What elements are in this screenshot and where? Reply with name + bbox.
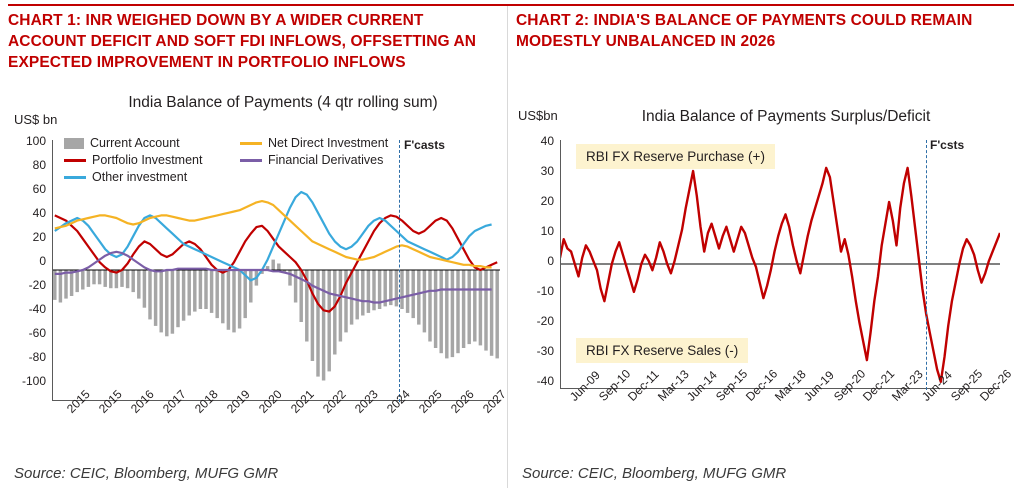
bar — [434, 270, 437, 348]
x-tick-label: 2016 — [128, 387, 157, 416]
bar — [339, 270, 342, 342]
y2-tick-neg30: -30 — [536, 344, 554, 358]
chart-1-source: Source: CEIC, Bloomberg, MUFG GMR — [14, 465, 279, 482]
y2-tick-neg10: -10 — [536, 284, 554, 298]
bar — [148, 270, 151, 319]
x-tick-label: 2017 — [160, 387, 189, 416]
chart-2-panel — [516, 10, 1016, 490]
legend-label-portfolio-investment: Portfolio Investment — [92, 153, 203, 167]
bar — [137, 270, 140, 299]
x-tick-label: Sep-15 — [713, 366, 751, 404]
x-tick-label: Dec-26 — [977, 366, 1015, 404]
bar — [109, 270, 112, 288]
legend-label-other-investment: Other investment — [92, 170, 188, 184]
bar — [215, 270, 218, 318]
y2-tick-40: 40 — [540, 134, 554, 148]
y2-tick-neg40: -40 — [536, 374, 554, 388]
x-tick-label: 2024 — [384, 387, 413, 416]
y-tick-40: 40 — [32, 206, 46, 220]
bar — [126, 270, 129, 288]
bar — [70, 270, 73, 296]
x-tick-label: Dec-11 — [625, 367, 662, 404]
bar — [473, 270, 476, 342]
bar — [322, 270, 325, 381]
bar — [316, 270, 319, 377]
bar — [75, 270, 78, 292]
legend-swatch-other-investment — [64, 176, 86, 179]
chart-2-forecast-label: F'csts — [930, 138, 965, 152]
bar — [204, 270, 207, 309]
bar — [400, 270, 403, 309]
x-tick-label: 2022 — [320, 387, 349, 416]
legend-swatch-current-account — [64, 138, 84, 149]
note-reserve-sales: RBI FX Reserve Sales (-) — [576, 338, 748, 363]
legend-item-net-direct-investment — [240, 136, 416, 150]
chart-1-area — [8, 94, 508, 454]
x-tick-label: 2023 — [352, 387, 381, 416]
bar — [428, 270, 431, 342]
x-tick-label: 2015 — [96, 387, 125, 416]
chart-2-heading: India Balance of Payments Surplus/Deficit — [641, 108, 931, 125]
bar — [367, 270, 370, 313]
y-tick-neg20: -20 — [28, 278, 46, 292]
bar — [462, 270, 465, 348]
x-tick-label: Dec-21 — [860, 366, 898, 404]
chart-1-forecast-label: F'casts — [404, 138, 445, 152]
bar — [333, 270, 336, 355]
bar — [171, 270, 174, 334]
y2-tick-10: 10 — [540, 224, 554, 238]
bar — [87, 270, 90, 287]
x-tick-label: 2027 — [480, 387, 509, 416]
bar — [395, 270, 398, 306]
bar — [182, 270, 185, 321]
bar — [165, 270, 168, 336]
bar — [98, 270, 101, 284]
legend-item-current-account — [64, 136, 240, 150]
bar — [199, 270, 202, 309]
bar — [372, 270, 375, 310]
y-tick-0: 0 — [39, 254, 46, 268]
chart-1-units: US$ bn — [14, 112, 58, 127]
legend-label-financial-derivatives: Financial Derivatives — [268, 153, 384, 167]
y2-tick-30: 30 — [540, 164, 554, 178]
bar — [249, 270, 252, 303]
bar — [445, 270, 448, 358]
legend-swatch-net-direct-investment — [240, 142, 262, 145]
x-tick-label: 2025 — [416, 387, 445, 416]
chart-2-title: CHART 2: INDIA'S BALANCE OF PAYMENTS COULD REMAIN MODESTLY UNBALANCED IN 2026 — [516, 12, 973, 50]
bar — [423, 270, 426, 332]
y2-tick-20: 20 — [540, 194, 554, 208]
x-tick-label: 2019 — [224, 387, 253, 416]
bar — [143, 270, 146, 308]
x-tick-label: Jun-14 — [684, 368, 720, 404]
y-tick-neg40: -40 — [28, 302, 46, 316]
chart-2-forecast-line — [926, 140, 927, 390]
x-tick-label: Dec-16 — [742, 366, 780, 404]
x-tick-label: Sep-25 — [948, 366, 986, 404]
y-tick-20: 20 — [32, 230, 46, 244]
y-tick-neg100: -100 — [21, 374, 46, 388]
y-tick-neg80: -80 — [28, 350, 46, 364]
x-tick-label: Sep-20 — [830, 366, 868, 404]
chart-1-y-axis — [52, 140, 53, 400]
bar — [456, 270, 459, 353]
bar — [417, 270, 420, 325]
legend-item-portfolio-investment — [64, 153, 240, 167]
x-tick-label: 2018 — [192, 387, 221, 416]
legend-item-other-investment — [64, 170, 240, 184]
note-reserve-purchase: RBI FX Reserve Purchase (+) — [576, 144, 775, 169]
chart-1-heading: India Balance of Payments (4 qtr rolling sum) — [128, 94, 438, 111]
bar — [187, 270, 190, 316]
bar — [361, 270, 364, 316]
bar — [406, 270, 409, 313]
legend-label-net-direct-investment: Net Direct Investment — [268, 136, 389, 150]
x-tick-label: 2020 — [256, 387, 285, 416]
x-tick-label: Sep-10 — [596, 366, 634, 404]
y-tick-60: 60 — [32, 182, 46, 196]
y-tick-100: 100 — [25, 134, 46, 148]
bar — [81, 270, 84, 290]
x-tick-label: Mar-18 — [772, 367, 809, 404]
bar — [193, 270, 196, 312]
chart-2-y-axis — [560, 140, 561, 388]
bar — [210, 270, 213, 313]
x-tick-label: 2021 — [288, 387, 317, 416]
y-tick-neg60: -60 — [28, 326, 46, 340]
chart-1-panel — [8, 10, 508, 490]
top-rule — [8, 4, 1014, 6]
bar — [227, 270, 230, 330]
chart-2-units: US$bn — [518, 108, 558, 123]
bar — [490, 270, 493, 356]
x-tick-label: Jun-24 — [918, 368, 955, 404]
bar — [159, 270, 162, 332]
legend-swatch-financial-derivatives — [240, 159, 262, 162]
bar — [92, 270, 95, 284]
chart-2-source: Source: CEIC, Bloomberg, MUFG GMR — [522, 465, 787, 482]
x-tick-label: Jun-09 — [566, 368, 603, 404]
bar — [439, 270, 442, 353]
bar — [103, 270, 106, 287]
chart-1-title: CHART 1: INR WEIGHED DOWN BY A WIDER CURRENT ACCOUNT DEFICIT AND SOFT FDI INFLOWS, OFFSETTING AN EXPECTED IMPROVEMENT IN PORTFOLIO INFLOWS — [8, 12, 477, 71]
bar — [288, 270, 291, 286]
bar — [154, 270, 157, 326]
bar — [467, 270, 470, 344]
bar — [232, 270, 235, 332]
legend-label-current-account: Current Account — [90, 136, 180, 150]
chart-2-area — [516, 94, 1016, 454]
chart-2-x-labels — [560, 366, 1015, 452]
legend-item-financial-derivatives — [240, 153, 416, 167]
bar — [120, 270, 123, 287]
bar — [238, 270, 241, 329]
bar — [355, 270, 358, 319]
series-line — [55, 201, 492, 267]
bar — [131, 270, 134, 292]
x-tick-label: Mar-23 — [889, 367, 927, 404]
legend-swatch-portfolio-investment — [64, 159, 86, 162]
x-tick-label: 2026 — [448, 387, 477, 416]
bar — [176, 270, 179, 327]
bar — [479, 270, 482, 345]
x-tick-label: Jun-19 — [801, 368, 838, 404]
y2-tick-0: 0 — [547, 254, 554, 268]
bar — [495, 270, 498, 358]
x-tick-label: Mar-13 — [654, 367, 692, 404]
y2-tick-neg20: -20 — [536, 314, 554, 328]
bar — [271, 260, 274, 270]
y-tick-80: 80 — [32, 158, 46, 172]
x-tick-label: 2015 — [64, 387, 93, 416]
bar — [451, 270, 454, 357]
bar — [327, 270, 330, 371]
bar — [221, 270, 224, 323]
chart-1-legend — [64, 136, 416, 187]
bar — [277, 264, 280, 271]
bar — [484, 270, 487, 351]
chart-1-x-labels — [52, 387, 509, 464]
bar — [64, 270, 67, 299]
